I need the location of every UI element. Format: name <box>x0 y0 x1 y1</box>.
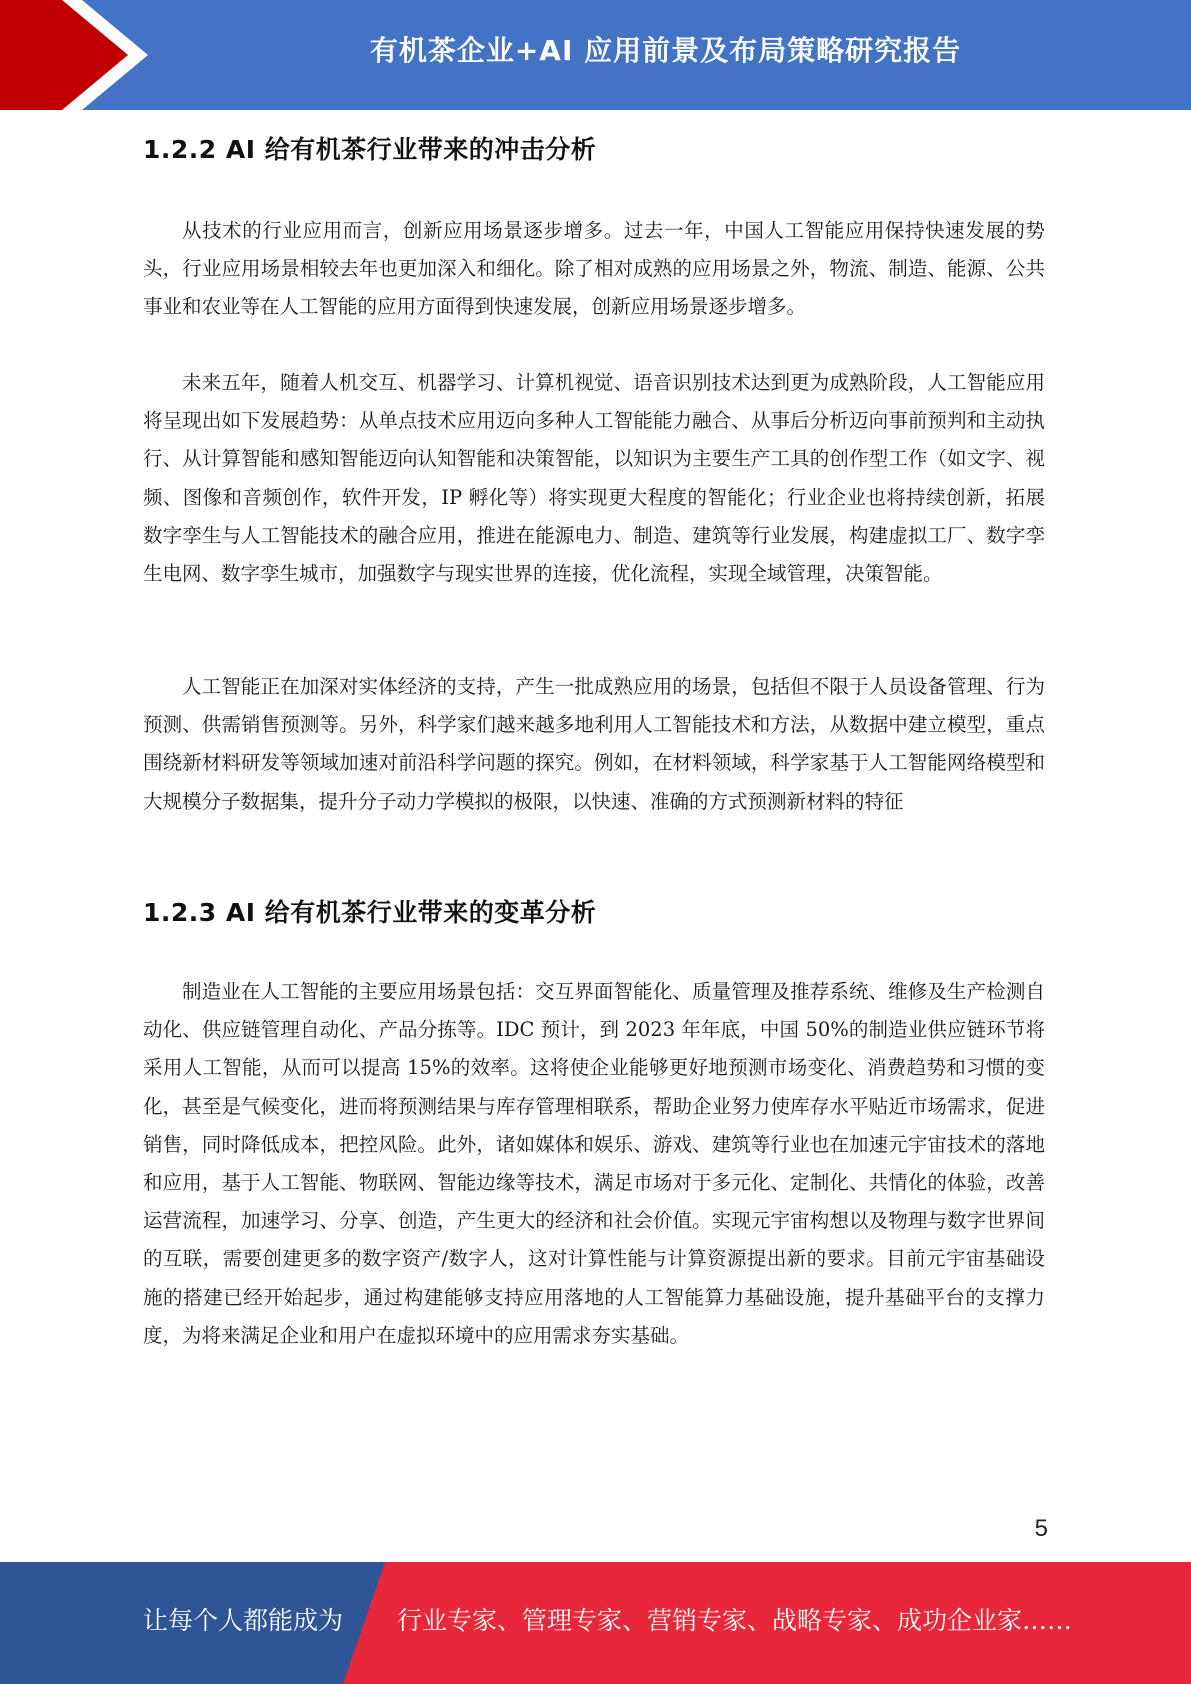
paragraph: 人工智能正在加深对实体经济的支持，产生一批成熟应用的场景，包括但不限于人员设备管理、行为预测、供需销售预测等。另外，科学家们越来越多地利用人工智能技术和方法，从数据中建立模型，重点围绕新材料研发等领域加速对前沿科学问题的探究。例如，在材料领域，科学家基于人工智能网络模型和大规模分子数据集，提升分子动力学模拟的极限，以快速、准确的方式预测新材料的特征 <box>143 675 1045 813</box>
report-title: 有机茶企业+AI 应用前景及布局策略研究报告 <box>369 34 962 67</box>
paragraph: 未来五年，随着人机交互、机器学习、计算机视觉、语音识别技术达到更为成熟阶段，人工智能应用将呈现出如下发展趋势：从单点技术应用迈向多种人工智能能力融合、从事后分析迈向事前预判和主动执行、从计算智能和感知智能迈向认知智能和决策智能，以知识为主要生产工具的创作型工作（如文字、视频、图像和音频创作，软件开发，IP 孵化等）将实现更大程度的智能化；行业企业也将持续创新，拓展数字孪生与人工智能技术的融合应用，推进在能源电力、制造、建筑等行业发展，构建虚拟工厂、数字孪生电网、数字孪生城市，加强数字与现实世界的连接，优化流程，实现全域管理，决策智能。 <box>143 371 1045 586</box>
paragraph: 制造业在人工智能的主要应用场景包括：交互界面智能化、质量管理及推荐系统、维修及生产检测自动化、供应链管理自动化、产品分拣等。IDC 预计，到 2023 年年底，中国 50%的制造业供应链环节将采用人工智能，从而可以提高 15%的效率。这将使企业能够更好地预测市场变化、消费趋势和习惯的变化，甚至是气候变化，进而将预测结果与库存管理相联系，帮助企业努力使库存水平贴近市场需求，促进销售，同时降低成本，把控风险。此外，诸如媒体和娱乐、游戏、建筑等行业也在加速元宇宙技术的落地和应用，基于人工智能、物联网、智能边缘等技术，满足市场对于多元化、定制化、共情化的体验，改善运营流程，加速学习、分享、创造，产生更大的经济和社会价值。实现元宇宙构想以及物理与数字世界间的互联，需要创建更多的数字资产/数字人，这对计算性能与计算资源提出新的要求。目前元宇宙基础设施的搭建已经开始起步，通过构建能够支持应用落地的人工智能算力基础设施，提升基础平台的支撑力度，为将来满足企业和用户在虚拟环境中的应用需求夯实基础。 <box>143 980 1045 1347</box>
section-heading: 1.2.3 AI 给有机茶行业带来的变革分析 <box>143 898 597 927</box>
footer-slogan-right: 行业专家、管理专家、营销专家、战略专家、成功企业家…… <box>397 1606 1073 1635</box>
section-heading: 1.2.2 AI 给有机茶行业带来的冲击分析 <box>143 135 597 164</box>
footer-banner <box>0 1562 1191 1684</box>
header-banner <box>0 0 1191 110</box>
footer-slogan-left: 让每个人都能成为 <box>143 1606 344 1635</box>
page-number: 5 <box>1034 1515 1048 1542</box>
paragraph: 从技术的行业应用而言，创新应用场景逐步增多。过去一年，中国人工智能应用保持快速发展的势头，行业应用场景相较去年也更加深入和细化。除了相对成熟的应用场景之外，物流、制造、能源、公共事业和农业等在人工智能的应用方面得到快速发展，创新应用场景逐步增多。 <box>143 219 1045 319</box>
